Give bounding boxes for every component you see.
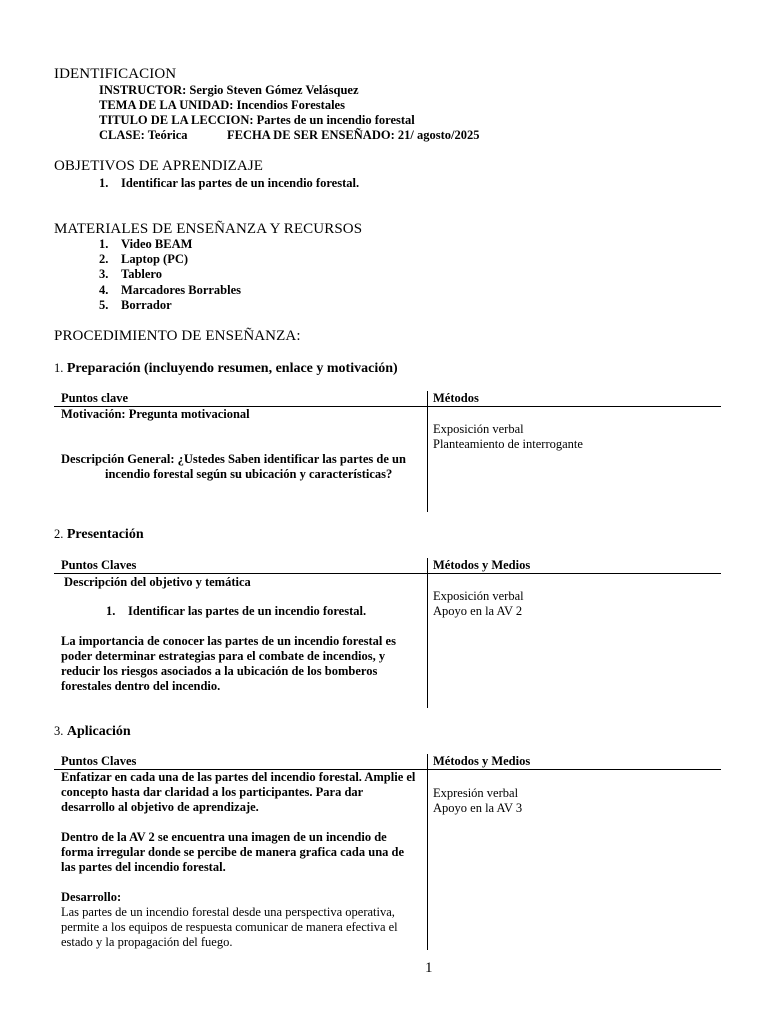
- presentacion-col-right: Métodos y Medios: [433, 558, 531, 572]
- metodo-item: Planteamiento de interrogante: [433, 437, 583, 451]
- identificacion-heading: IDENTIFICACION: [54, 66, 177, 82]
- aplicacion-p2-line: las partes del incendio forestal.: [61, 860, 226, 874]
- clase-line: CLASE: Teórica: [99, 128, 188, 142]
- aplicacion-col-right: Métodos y Medios: [433, 754, 531, 768]
- aplicacion-p2-line: Dentro de la AV 2 se encuentra una imagen de un incendio de: [61, 830, 387, 844]
- page-number: 1: [425, 960, 433, 976]
- aplicacion-title: 3. Aplicación: [54, 724, 131, 739]
- metodo-item: Exposición verbal: [433, 589, 524, 603]
- material-item: 5. Borrador: [99, 298, 172, 312]
- metodo-item: Exposición verbal: [433, 422, 524, 436]
- descripcion-objetivo: Descripción del objetivo y temática: [64, 575, 251, 589]
- motivacion-text: Motivación: Pregunta motivacional: [61, 407, 250, 421]
- metodo-item: Apoyo en la AV 3: [433, 801, 523, 815]
- aplicacion-col-left: Puntos Claves: [61, 754, 137, 768]
- presentacion-title: 2. Presentación: [54, 527, 144, 542]
- material-item: 2. Laptop (PC): [99, 252, 189, 266]
- presentacion-item: 1. Identificar las partes de un incendio forestal.: [106, 604, 367, 618]
- descripcion-line: Descripción General: ¿Ustedes Saben identificar las partes de un: [61, 452, 406, 466]
- desarrollo-label: Desarrollo:: [61, 890, 122, 904]
- material-item: 4. Marcadores Borrables: [99, 283, 242, 297]
- objetivo-item: 1. Identificar las partes de un incendio forestal.: [99, 176, 360, 190]
- importancia-line: La importancia de conocer las partes de un incendio forestal es: [61, 634, 396, 648]
- preparacion-title: 1. Preparación (incluyendo resumen, enlace y motivación): [54, 361, 398, 376]
- tema-line: TEMA DE LA UNIDAD: Incendios Forestales: [99, 98, 345, 112]
- table-rule: [54, 573, 721, 574]
- metodo-item: Expresión verbal: [433, 786, 519, 800]
- desarrollo-line: Las partes de un incendio forestal desde una perspectiva operativa,: [61, 905, 395, 919]
- table-divider: [427, 558, 428, 708]
- material-item: 1. Video BEAM: [99, 237, 193, 251]
- aplicacion-p2-line: forma irregular donde se percibe de manera grafica cada una de: [61, 845, 405, 859]
- importancia-line: forestales dentro del incendio.: [61, 679, 221, 693]
- preparacion-col-right: Métodos: [433, 391, 479, 405]
- titulo-line: TITULO DE LA LECCION: Partes de un incendio forestal: [99, 113, 415, 127]
- materiales-heading: MATERIALES DE ENSEÑANZA Y RECURSOS: [54, 221, 363, 237]
- objetivos-heading: OBJETIVOS DE APRENDIZAJE: [54, 158, 264, 174]
- presentacion-col-left: Puntos Claves: [61, 558, 137, 572]
- table-divider: [427, 754, 428, 950]
- aplicacion-p1-line: concepto hasta dar claridad a los participantes. Para dar: [61, 785, 364, 799]
- aplicacion-p1-line: desarrollo al objetivo de aprendizaje.: [61, 800, 259, 814]
- descripcion-line: incendio forestal según su ubicación y características?: [105, 467, 393, 481]
- fecha-line: FECHA DE SER ENSEÑADO: 21/ agosto/2025: [227, 128, 480, 142]
- instructor-line: INSTRUCTOR: Sergio Steven Gómez Velásquez: [99, 83, 359, 97]
- procedimiento-heading: PROCEDIMIENTO DE ENSEÑANZA:: [54, 328, 301, 344]
- metodo-item: Apoyo en la AV 2: [433, 604, 523, 618]
- importancia-line: reducir los riesgos asociados a la ubicación de los bomberos: [61, 664, 378, 678]
- desarrollo-line: estado y la propagación del fuego.: [61, 935, 233, 949]
- aplicacion-p1-line: Enfatizar en cada una de las partes del incendio forestal. Amplie el: [61, 770, 416, 784]
- desarrollo-line: permite a los equipos de respuesta comunicar de manera efectiva el: [61, 920, 398, 934]
- material-item: 3. Tablero: [99, 267, 162, 281]
- preparacion-col-left: Puntos clave: [61, 391, 129, 405]
- importancia-line: poder determinar estrategias para el combate de incendios, y: [61, 649, 386, 663]
- table-divider: [427, 391, 428, 512]
